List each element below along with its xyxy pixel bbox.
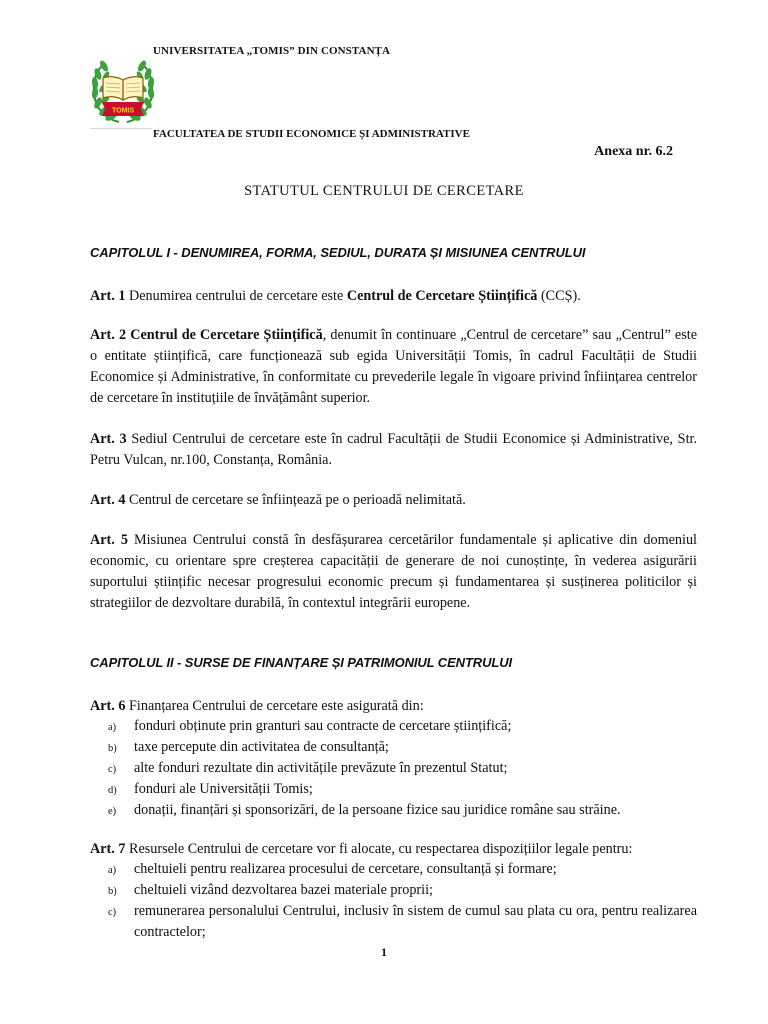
- list-marker: c): [108, 907, 117, 918]
- article-1-text: Denumirea centrului de cercetare este: [125, 288, 347, 304]
- list-item-text: remunerarea personalului Centrului, inclusiv în sistem de cumul sau plata cu ora, pentru realizarea contractelor;: [134, 903, 697, 940]
- university-name: UNIVERSITATEA „TOMIS” DIN CONSTANȚA: [153, 45, 391, 57]
- list-marker: a): [108, 865, 117, 876]
- list-item: [108, 859, 697, 880]
- list-marker: d): [108, 785, 117, 796]
- svg-text:TOMIS: TOMIS: [111, 107, 135, 115]
- article-2: [90, 325, 697, 409]
- article-1-abbrev: (CCȘ).: [537, 288, 581, 304]
- list-item-text: donații, finanțări și sponsorizări, de la persoane fizice sau juridice române sau străine.: [134, 802, 621, 818]
- list-marker: c): [108, 764, 117, 775]
- annex-label: Anexa nr. 6.2: [594, 144, 673, 159]
- list-item: [108, 901, 697, 943]
- list-marker: b): [108, 886, 117, 897]
- article-3: [90, 429, 697, 471]
- article-7-text: Resursele Centrului de cercetare vor fi alocate, cu respectarea dispozițiilor legale pentru:: [125, 841, 633, 857]
- article-4: [90, 490, 697, 511]
- list-item: [108, 758, 697, 779]
- article-6-list: [108, 716, 697, 821]
- header-divider: [90, 128, 152, 129]
- article-5-label: Art. 5: [90, 532, 128, 548]
- article-5-text: Misiunea Centrului constă în desfășurarea cercetărilor fundamentale și aplicative din domeniul economic, cu orientare spre creșterea capacității de generare de noi cunoștințe, în vederea asigurării suportului științific necesar progresului economic precum și fundamentarea și susținerea politicilor și strategiilor de dezvoltare durabilă, în contextul integrării europene.: [90, 532, 697, 611]
- article-6-label: Art. 6: [90, 698, 126, 714]
- article-2-centre-name: Centrul de Cercetare Științifică: [126, 327, 323, 343]
- list-item-text: fonduri ale Universității Tomis;: [134, 781, 313, 797]
- list-marker: e): [108, 806, 117, 817]
- chapter-2-heading: CAPITOLUL II - SURSE DE FINANȚARE ȘI PATRIMONIUL CENTRULUI: [90, 655, 513, 670]
- list-item: [108, 800, 697, 821]
- article-4-label: Art. 4: [90, 492, 126, 508]
- list-item: [108, 716, 697, 737]
- article-1-label: Art. 1: [90, 288, 126, 304]
- list-item-text: taxe percepute din activitatea de consultanță;: [134, 739, 389, 755]
- article-5: [90, 530, 697, 614]
- list-item-text: alte fonduri rezultate din activitățile prevăzute în prezentul Statut;: [134, 760, 508, 776]
- article-2-text: , denumit în continuare „Centrul de cercetare” sau „Centrul” este o entitate științifică, care funcționează sub egida Universității Tomis, în cadrul Facultății de Studii Economice și Administrative, în conformitate cu prevederile legale în vigoare privind înființarea centrelor de cercetare în instituțiile de învățământ superior.: [90, 327, 697, 406]
- article-6: [90, 696, 697, 717]
- list-item: [108, 779, 697, 800]
- list-item-text: cheltuieli vizând dezvoltarea bazei materiale proprii;: [134, 882, 433, 898]
- list-marker: a): [108, 722, 117, 733]
- list-item-text: fonduri obținute prin granturi sau contracte de cercetare științifică;: [134, 718, 512, 734]
- chapter-1-heading: CAPITOLUL I - DENUMIREA, FORMA, SEDIUL, DURATA ȘI MISIUNEA CENTRULUI: [90, 245, 586, 260]
- list-item: [108, 880, 697, 901]
- faculty-name: FACULTATEA DE STUDII ECONOMICE ȘI ADMINISTRATIVE: [153, 128, 470, 140]
- article-1-centre-name: Centrul de Cercetare Științifică: [346, 288, 538, 304]
- list-item: [108, 737, 697, 758]
- page-number: 1: [381, 945, 387, 959]
- article-4-text: Centrul de cercetare se înființează pe o perioadă nelimitată.: [125, 492, 466, 508]
- article-2-label: Art. 2: [90, 327, 127, 343]
- document-title: STATUTUL CENTRULUI DE CERCETARE: [244, 183, 524, 199]
- article-7-label: Art. 7: [90, 841, 126, 857]
- article-7-list: [108, 859, 697, 943]
- university-laurel-book-logo: [86, 58, 160, 128]
- article-7: [90, 839, 697, 860]
- article-3-label: Art. 3: [90, 431, 127, 447]
- article-1: [90, 286, 697, 307]
- list-item-text: cheltuieli pentru realizarea procesului de cercetare, consultanță și formare;: [134, 861, 557, 877]
- article-6-text: Finanțarea Centrului de cercetare este asigurată din:: [125, 698, 424, 714]
- list-marker: b): [108, 743, 117, 754]
- article-3-text: Sediul Centrului de cercetare este în cadrul Facultății de Studii Economice și Administrative, Str. Petru Vulcan, nr.100, Constanța, România.: [90, 431, 697, 468]
